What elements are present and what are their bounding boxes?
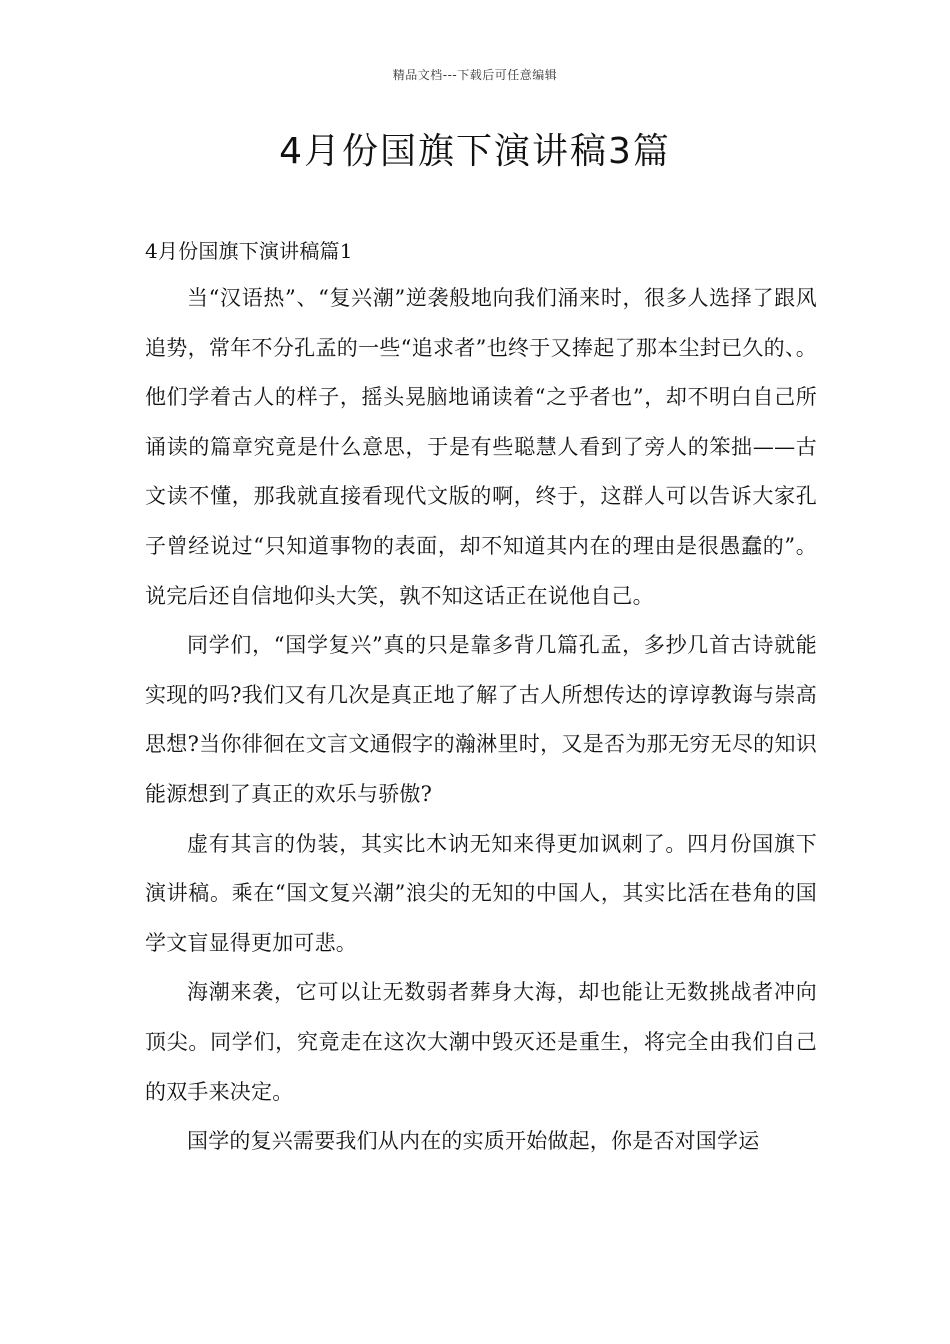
paragraph-1: 当“汉语热”、“复兴潮”逆袭般地向我们涌来时，很多人选择了跟风追势，常年不分孔孟的一些“追求者”也终于又捧起了那本尘封已久的、。他们学着古人的样子，摇头晃脑地诵读着“之乎者也”，却不明白自己所诵读的篇章究竟是什么意思，于是有些聪慧人看到了旁人的笨拙——古文读不懂，那我就直接看现代文版的啊，终于，这群人可以告诉大家孔子曾经说过“只知道事物的表面，却不知道其内在的理由是很愚蠢的”。说完后还自信地仰头大笑，孰不知这话正在说他自己。 (145, 286, 817, 608)
document-title: 4月份国旗下演讲稿3篇 (279, 131, 671, 172)
paragraph-3: 虚有其言的伪装，其实比木讷无知来得更加讽刺了。四月份国旗下演讲稿。乘在“国文复兴潮”浪尖的无知的中国人，其实比活在巷角的国学文盲显得更加可悲。 (145, 831, 817, 955)
paragraph-4: 海潮来袭，它可以让无数弱者葬身大海，却也能让无数挑战者冲向顶尖。同学们，究竟走在这次大潮中毁灭还是重生，将完全由我们自己的双手来决定。 (145, 980, 817, 1104)
document-body (145, 228, 817, 1167)
paragraph-5: 国学的复兴需要我们从内在的实质开始做起，你是否对国学运 (187, 1129, 760, 1154)
section-heading: 4月份国旗下演讲稿篇1 (145, 239, 353, 263)
paragraph-2: 同学们，“国学复兴”真的只是靠多背几篇孔孟，多抄几首古诗就能实现的吗?我们又有几次是真正地了解了古人所想传达的谆谆教诲与崇高思想?当你徘徊在文言文通假字的瀚淋里时，又是否为那无穷无尽的知识能源想到了真正的欢乐与骄傲? (145, 633, 817, 806)
header-note: 精品文档---下载后可任意编辑 (392, 68, 558, 82)
